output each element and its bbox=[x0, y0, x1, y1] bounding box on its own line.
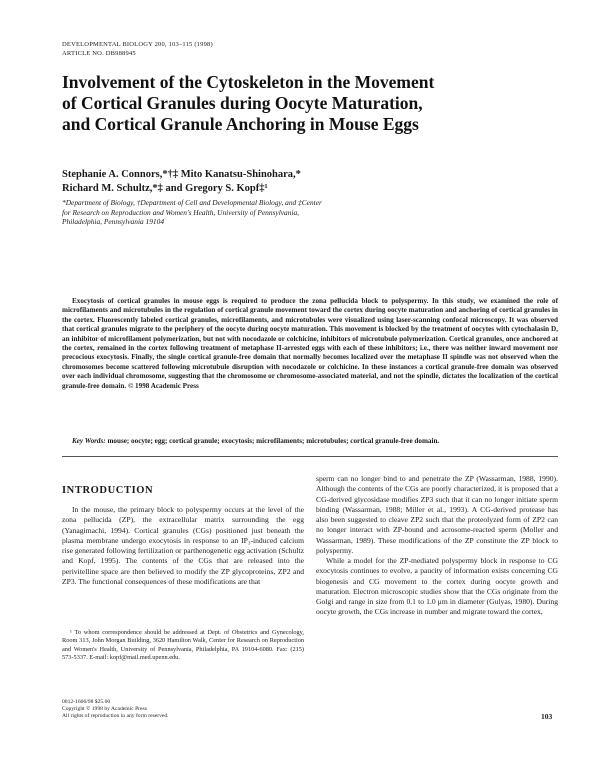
affiliation-line-1: *Department of Biology, †Department of Cell and Developmental Biology, and ‡Center bbox=[62, 198, 322, 207]
affiliation-line-2: for Research on Reproduction and Women's Health, University of Pennsylvania, bbox=[62, 207, 300, 217]
keywords bbox=[62, 437, 558, 446]
right-column bbox=[316, 474, 558, 618]
left-column bbox=[62, 505, 304, 587]
rights-line: All rights of reproduction in any form reserved. bbox=[62, 713, 169, 719]
affiliation-line-3: Philadelphia, Pennsylvania 19104 bbox=[62, 217, 165, 227]
issn-line: 0012-1606/98 $25.00 bbox=[62, 699, 111, 705]
title-line-2: of Cortical Granules during Oocyte Maturation, bbox=[62, 93, 423, 113]
journal-header bbox=[62, 41, 213, 58]
author-list bbox=[62, 168, 301, 196]
authors-line-2: Richard M. Schultz,*‡ and Gregory S. Kopf‡¹ bbox=[62, 183, 268, 194]
abstract bbox=[62, 297, 558, 391]
keywords-list: mouse; oocyte; egg; cortical granule; exocytosis; microfilaments; microtubules; cortical granule-free domain. bbox=[107, 437, 440, 445]
authors-line-1: Stephanie A. Connors,*†‡ Mito Kanatsu-Shinohara,* bbox=[62, 169, 301, 180]
intro-paragraph-1: In the mouse, the primary block to polyspermy occurs at the level of the zona pellucida (ZP), the extracellular matrix surrounding the egg (Yanagimachi, 1994). Cortical granules (CGs) positioned just beneath the plasma membrane undergo exocytosis in response to an IP₃-induced calcium rise generated following fertilization or parthenogenetic egg activation (Schultz and Kopf, 1995). The contents of the CGs that are released into the perivitelline space are then believed to modify the ZP glycoproteins, ZP2 and ZP3. The functional consequences of these modifications are that bbox=[62, 505, 304, 586]
intro-paragraph-3: While a model for the ZP-mediated polyspermy block in response to CG exocytosis continues to evolve, a paucity of information exists concerning CG biogenesis and CG movement to the cortex during oocyte growth and maturation. Electron microscopic studies show that the CGs originate from the Golgi and range in size from 0.1 to 1.0 μm in diameter (Gulyas, 1980). During oocyte growth, the CGs increase in number and migrate toward the cortex, bbox=[316, 556, 558, 617]
journal-citation: DEVELOPMENTAL BIOLOGY 200, 103–115 (1998) bbox=[62, 41, 213, 48]
copyright-line: Copyright © 1998 by Academic Press bbox=[62, 706, 147, 712]
section-heading: INTRODUCTION bbox=[62, 485, 154, 496]
title-line-1: Involvement of the Cytoskeleton in the Movement bbox=[62, 72, 435, 92]
article-number: ARTICLE NO. DB988945 bbox=[62, 49, 136, 57]
page-number: 103 bbox=[541, 712, 553, 721]
publisher-info bbox=[62, 699, 169, 720]
footnote: ¹ To whom correspondence should be addressed at Dept. of Obstetrics and Gynecology, Room 313, John Morgan Building, 3620 Hamilton Walk, Center for Research on Reproduction and Women's Health, University of Pennsylvania, Philadelphia, PA 19104-6080. Fax: (215) 573-5337. E-mail: kopf@mail.med.upenn.edu. bbox=[62, 629, 304, 661]
abstract-copyright: © 1998 Academic Press bbox=[127, 381, 199, 390]
abstract-text: Exocytosis of cortical granules in mouse eggs is required to produce the zona pellucida block to polyspermy. In this study, we examined the role of microfilaments and microtubules in the regulation of cortical granule movement toward the cortex during oocyte maturation and anchoring of cortical granules in the cortex. Fluorescently labeled cortical granules, microfilaments, and microtubules were visualized using laser-scanning confocal microscopy. It was observed that cortical granules migrate to the periphery of the oocyte during oocyte maturation. This movement is blocked by the treatment of oocytes with cytochalasin D, an inhibitor of microfilament polymerization, but not with nocodazole or colchicine, inhibitors of microtubule polymerization. Cortical granules, once anchored at the cortex, remained in the cortex following treatment of metaphase II-arrested eggs with each of these inhibitors; i.e., there was neither inward movement nor precocious exocytosis. Finally, the single cortical granule-free domain that normally becomes localized over the metaphase II spindle was not observed when the chromosomes become scattered following microtubule disruption with nocodazole or colchicine. In these instances a cortical granule-free domain was observed over each individual chromosome, suggesting that the chromosome or chromosome-associated material, and not the spindle, dictates the localization of the cortical granule-free domain. bbox=[62, 297, 558, 390]
title-line-3: and Cortical Granule Anchoring in Mouse Eggs bbox=[62, 114, 419, 134]
affiliations bbox=[62, 198, 322, 227]
section-divider bbox=[62, 456, 558, 457]
intro-paragraph-2: sperm can no longer bind to and penetrate the ZP (Wassarman, 1988, 1990). Although the contents of the CGs are poorly characterized, it is proposed that a CG-derived glycosidase modifies ZP3 such that it can no longer initiate sperm binding (Wassarman, 1988; Miller et al., 1993). A CG-derived protease has also been suggested to cleave ZP2 such that the proteolyzed form of ZP2 can no longer interact with ZP-bound and acrosome-reacted sperm (Moller and Wassarman, 1989). These modifications of the ZP constitute the ZP block to polyspermy. bbox=[316, 474, 558, 555]
keywords-label: Key Words: bbox=[72, 437, 106, 445]
article-title bbox=[62, 72, 542, 135]
